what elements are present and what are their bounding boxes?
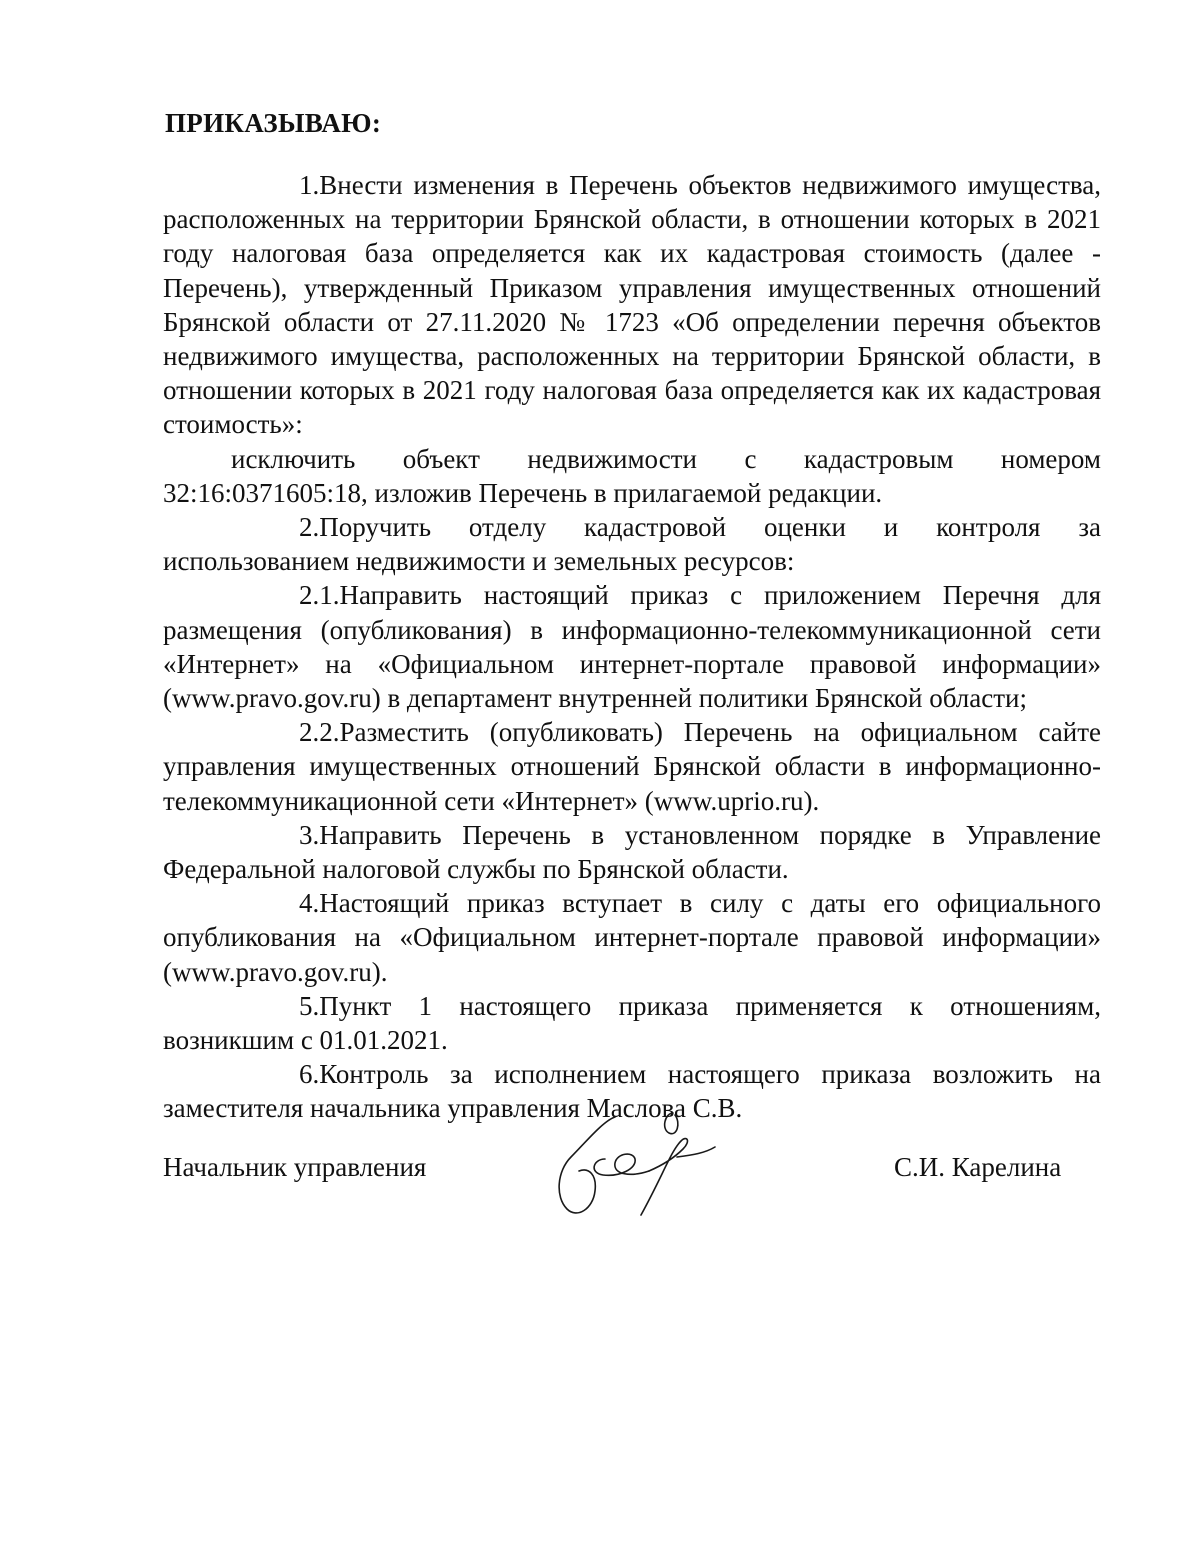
paragraph-number: 6. — [299, 1059, 320, 1090]
paragraph-text: Пункт 1 настоящего приказа применяется к отношениям, возникшим с 01.01.2021. — [163, 990, 1101, 1056]
paragraph-2-2 — [163, 715, 1101, 818]
signatory-name: С.И. Карелина — [894, 1152, 1062, 1182]
paragraph-1 — [163, 168, 1101, 442]
paragraph-text: Внести изменения в Перечень объектов недвижимого имущества, расположенных на территории Брянской области, в отношении которых в 2021 году налоговая база определяется как их кадастровая стоимость (далее - Перечень), утвержденный Приказом управления имущественных отношений Брянской области от 27.11.2020 № 1723 «Об определении перечня объектов недвижимого имущества, расположенных на территории Брянской области, в отношении которых в 2021 году налоговая база определяется как их кадастровая стоимость»: — [163, 170, 1101, 440]
paragraph-number: 4. — [299, 888, 320, 919]
signatory-position: Начальник управления — [163, 1152, 427, 1182]
paragraph-number: 5. — [299, 990, 320, 1021]
paragraph-number: 2. — [299, 512, 320, 543]
order-body — [163, 168, 1101, 1126]
paragraph-number: 1. — [299, 170, 320, 200]
paragraph-2 — [163, 510, 1101, 578]
paragraph-number: 3. — [299, 819, 320, 850]
paragraph-text: Направить Перечень в установленном порядке в Управление Федеральной налоговой службы по Брянской области. — [163, 819, 1101, 885]
paragraph-4 — [163, 886, 1101, 989]
paragraph-number: 2.2. — [299, 717, 340, 748]
paragraph-2-1 — [163, 578, 1101, 715]
handwritten-signature — [545, 1105, 735, 1235]
paragraph-text: исключить объект недвижимости с кадастровым номером 32:16:0371605:18, изложив Перечень в прилагаемой редакции. — [163, 443, 1101, 508]
paragraph-text: Направить настоящий приказ с приложением Перечня для размещения (опубликования) в информационно-телекоммуникационной сети «Интернет» на «Официальном интернет-портале правовой информации» (www.pravo.gov.ru) в департамент внутренней политики Брянской области; — [163, 580, 1101, 714]
paragraph-text: Контроль за исполнением настоящего приказа возложить на заместителя начальника управления Маслова С.В. — [163, 1059, 1101, 1124]
paragraph-text: Разместить (опубликовать) Перечень на официальном сайте управления имущественных отношений Брянской области в информационно-телекоммуникационной сети «Интернет» (www.uprio.ru). — [163, 717, 1101, 816]
paragraph-5 — [163, 989, 1101, 1057]
paragraph-text: Поручить отделу кадастровой оценки и контроля за использованием недвижимости и земельных ресурсов: — [163, 512, 1101, 577]
paragraph-3 — [163, 818, 1101, 886]
order-heading: ПРИКАЗЫВАЮ: — [165, 108, 382, 138]
paragraph-1-exclusion — [163, 442, 1101, 510]
paragraph-number: 2.1. — [299, 580, 340, 611]
paragraph-text: Настоящий приказ вступает в силу с даты его официального опубликования на «Официальном интернет-портале правовой информации» (www.pravo.gov.ru). — [163, 888, 1101, 987]
